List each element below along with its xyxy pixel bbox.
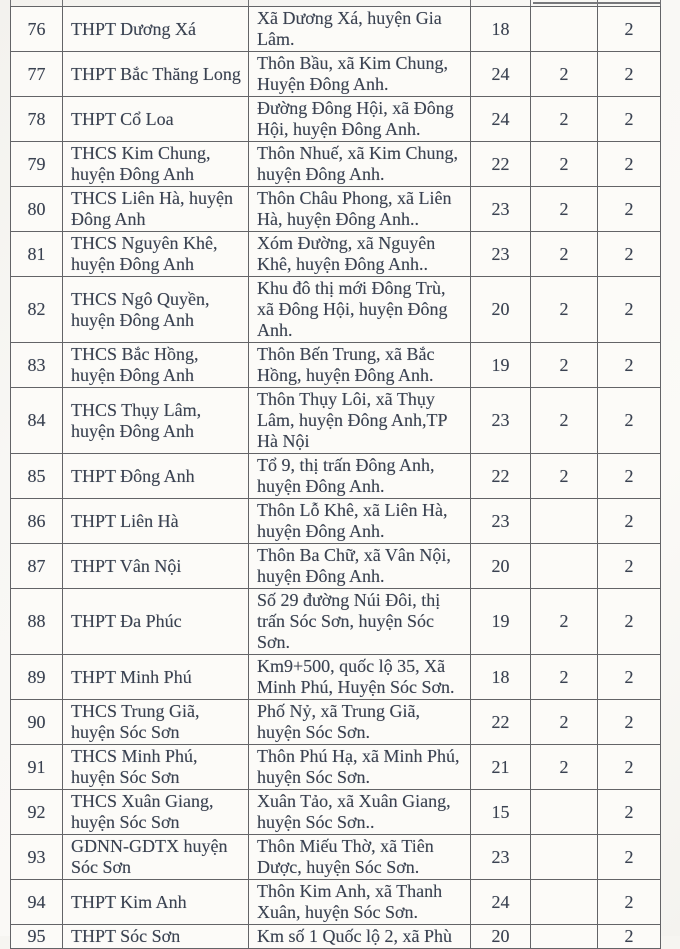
cell-value-2 <box>531 790 598 835</box>
table-row <box>11 388 661 454</box>
school-venue-table <box>10 6 661 949</box>
cell-value-3: 2 <box>598 7 661 52</box>
cell-stt: 78 <box>11 97 63 142</box>
cell-stt: 94 <box>11 880 63 925</box>
table-crop-area <box>10 6 661 946</box>
cell-school-name: THPT Liên Hà <box>63 499 249 544</box>
cell-stt: 88 <box>11 589 63 655</box>
cell-value-1: 22 <box>471 454 531 499</box>
cell-value-1: 22 <box>471 142 531 187</box>
cell-address: Số 29 đường Núi Đôi, thị trấn Sóc Sơn, huyện Sóc Sơn. <box>249 589 471 655</box>
table-row <box>11 232 661 277</box>
cell-stt: 92 <box>11 790 63 835</box>
cell-address: Thôn Miếu Thờ, xã Tiên Dược, huyện Sóc Sơn. <box>249 835 471 880</box>
table-row <box>11 7 661 52</box>
cell-stt: 89 <box>11 655 63 700</box>
cell-value-1: 18 <box>471 7 531 52</box>
cell-address: Km9+500, quốc lộ 35, Xã Minh Phú, Huyện Sóc Sơn. <box>249 655 471 700</box>
cell-value-2: 2 <box>531 97 598 142</box>
cell-school-name: THPT Minh Phú <box>63 655 249 700</box>
cell-value-1: 23 <box>471 187 531 232</box>
cell-school-name: THCS Thụy Lâm, huyện Đông Anh <box>63 388 249 454</box>
cell-value-1: 15 <box>471 790 531 835</box>
cell-address: Thôn Thụy Lôi, xã Thụy Lâm, huyện Đông Anh,TP Hà Nội <box>249 388 471 454</box>
cell-school-name: THCS Bắc Hồng, huyện Đông Anh <box>63 343 249 388</box>
cell-stt: 79 <box>11 142 63 187</box>
cell-value-1: 24 <box>471 52 531 97</box>
cell-address: Xóm Đường, xã Nguyên Khê, huyện Đông Anh.. <box>249 232 471 277</box>
cell-address: Thôn Bến Trung, xã Bắc Hồng, huyện Đông Anh. <box>249 343 471 388</box>
cell-value-1: 23 <box>471 835 531 880</box>
cell-value-2: 2 <box>531 388 598 454</box>
cell-stt: 93 <box>11 835 63 880</box>
cell-value-3: 2 <box>598 97 661 142</box>
table-row <box>11 454 661 499</box>
cell-value-1: 23 <box>471 232 531 277</box>
cell-school-name: THPT Đông Anh <box>63 454 249 499</box>
cell-address: Thôn Nhuế, xã Kim Chung, huyện Đông Anh. <box>249 142 471 187</box>
cell-address: Tổ 9, thị trấn Đông Anh, huyện Đông Anh. <box>249 454 471 499</box>
cell-school-name: THPT Bắc Thăng Long <box>63 52 249 97</box>
cell-value-2 <box>531 544 598 589</box>
cell-stt: 83 <box>11 343 63 388</box>
cell-value-1: 19 <box>471 343 531 388</box>
cell-address: Km số 1 Quốc lộ 2, xã Phù <box>249 925 471 949</box>
cell-value-1: 18 <box>471 655 531 700</box>
cell-value-3: 2 <box>598 880 661 925</box>
table-row <box>11 544 661 589</box>
cell-school-name: THPT Đa Phúc <box>63 589 249 655</box>
cell-value-2: 2 <box>531 454 598 499</box>
cell-school-name: THPT Cổ Loa <box>63 97 249 142</box>
cell-value-1: 19 <box>471 589 531 655</box>
cell-value-1: 20 <box>471 544 531 589</box>
cell-stt: 95 <box>11 925 63 949</box>
cell-stt: 80 <box>11 187 63 232</box>
cell-school-name: THCS Liên Hà, huyện Đông Anh <box>63 187 249 232</box>
cell-address: Khu đô thị mới Đông Trù, xã Đông Hội, huyện Đông Anh. <box>249 277 471 343</box>
cell-value-3: 2 <box>598 187 661 232</box>
table-row <box>11 655 661 700</box>
table-row <box>11 589 661 655</box>
table-row <box>11 880 661 925</box>
cell-value-3: 2 <box>598 655 661 700</box>
table-row <box>11 187 661 232</box>
cell-address: Thôn Châu Phong, xã Liên Hà, huyện Đông Anh.. <box>249 187 471 232</box>
cell-school-name: THPT Dương Xá <box>63 7 249 52</box>
cell-value-2: 2 <box>531 232 598 277</box>
cell-address: Đường Đông Hội, xã Đông Hội, huyện Đông Anh. <box>249 97 471 142</box>
table-row <box>11 343 661 388</box>
cell-address: Thôn Ba Chữ, xã Vân Nội, huyện Đông Anh. <box>249 544 471 589</box>
table-row <box>11 745 661 790</box>
cell-stt: 84 <box>11 388 63 454</box>
cell-school-name: GDNN-GDTX huyện Sóc Sơn <box>63 835 249 880</box>
cell-address: Thôn Bầu, xã Kim Chung, Huyện Đông Anh. <box>249 52 471 97</box>
cell-value-3: 2 <box>598 232 661 277</box>
grid-line-stub <box>533 2 660 4</box>
cell-value-3: 2 <box>598 925 661 949</box>
cell-value-3: 2 <box>598 388 661 454</box>
cell-value-2: 2 <box>531 700 598 745</box>
cell-stt: 82 <box>11 277 63 343</box>
cell-value-3: 2 <box>598 700 661 745</box>
cell-value-1: 23 <box>471 499 531 544</box>
cell-value-1: 22 <box>471 700 531 745</box>
cell-stt: 77 <box>11 52 63 97</box>
table-row <box>11 52 661 97</box>
cell-school-name: THCS Kim Chung, huyện Đông Anh <box>63 142 249 187</box>
cell-school-name: THCS Trung Giã, huyện Sóc Sơn <box>63 700 249 745</box>
cell-value-3: 2 <box>598 544 661 589</box>
cell-value-2 <box>531 7 598 52</box>
cell-value-3: 2 <box>598 142 661 187</box>
cell-address: Thôn Kim Anh, xã Thanh Xuân, huyện Sóc Sơn. <box>249 880 471 925</box>
cell-value-1: 24 <box>471 97 531 142</box>
cell-address: Phố Nỷ, xã Trung Giã, huyện Sóc Sơn. <box>249 700 471 745</box>
cell-value-2: 2 <box>531 52 598 97</box>
cell-value-2 <box>531 499 598 544</box>
cell-value-2 <box>531 925 598 949</box>
table-row <box>11 97 661 142</box>
table-row <box>11 277 661 343</box>
cell-value-1: 21 <box>471 745 531 790</box>
cell-value-3: 2 <box>598 589 661 655</box>
cell-address: Thôn Lỗ Khê, xã Liên Hà, huyện Đông Anh. <box>249 499 471 544</box>
cell-stt: 86 <box>11 499 63 544</box>
cell-value-2: 2 <box>531 343 598 388</box>
cell-value-3: 2 <box>598 745 661 790</box>
cell-value-2: 2 <box>531 187 598 232</box>
cell-value-1: 20 <box>471 925 531 949</box>
table-row <box>11 790 661 835</box>
cell-stt: 76 <box>11 7 63 52</box>
cell-school-name: THCS Nguyên Khê, huyện Đông Anh <box>63 232 249 277</box>
cell-stt: 81 <box>11 232 63 277</box>
cell-stt: 90 <box>11 700 63 745</box>
cell-value-2: 2 <box>531 655 598 700</box>
cell-address: Xuân Tảo, xã Xuân Giang, huyện Sóc Sơn.. <box>249 790 471 835</box>
cell-value-3: 2 <box>598 835 661 880</box>
cell-stt: 91 <box>11 745 63 790</box>
table-row <box>11 142 661 187</box>
cell-value-2: 2 <box>531 142 598 187</box>
cell-value-2 <box>531 835 598 880</box>
cell-value-3: 2 <box>598 454 661 499</box>
cell-value-2: 2 <box>531 589 598 655</box>
table-row <box>11 925 661 949</box>
cell-value-2 <box>531 880 598 925</box>
cell-value-3: 2 <box>598 52 661 97</box>
cell-stt: 87 <box>11 544 63 589</box>
table-row <box>11 499 661 544</box>
table-body <box>11 7 661 949</box>
cell-value-1: 24 <box>471 880 531 925</box>
cell-value-2: 2 <box>531 277 598 343</box>
cell-school-name: THCS Minh Phú, huyện Sóc Sơn <box>63 745 249 790</box>
cell-address: Xã Dương Xá, huyện Gia Lâm. <box>249 7 471 52</box>
cell-value-3: 2 <box>598 790 661 835</box>
cell-stt: 85 <box>11 454 63 499</box>
cell-value-3: 2 <box>598 277 661 343</box>
cell-school-name: THCS Ngô Quyền, huyện Đông Anh <box>63 277 249 343</box>
cell-value-3: 2 <box>598 343 661 388</box>
cell-value-1: 20 <box>471 277 531 343</box>
cell-value-3: 2 <box>598 499 661 544</box>
table-row <box>11 835 661 880</box>
cell-school-name: THCS Xuân Giang, huyện Sóc Sơn <box>63 790 249 835</box>
cell-school-name: THPT Kim Anh <box>63 880 249 925</box>
cell-value-1: 23 <box>471 388 531 454</box>
cell-school-name: THPT Sóc Sơn <box>63 925 249 949</box>
cell-address: Thôn Phú Hạ, xã Minh Phú, huyện Sóc Sơn. <box>249 745 471 790</box>
table-row <box>11 700 661 745</box>
cell-school-name: THPT Vân Nội <box>63 544 249 589</box>
cell-value-2: 2 <box>531 745 598 790</box>
